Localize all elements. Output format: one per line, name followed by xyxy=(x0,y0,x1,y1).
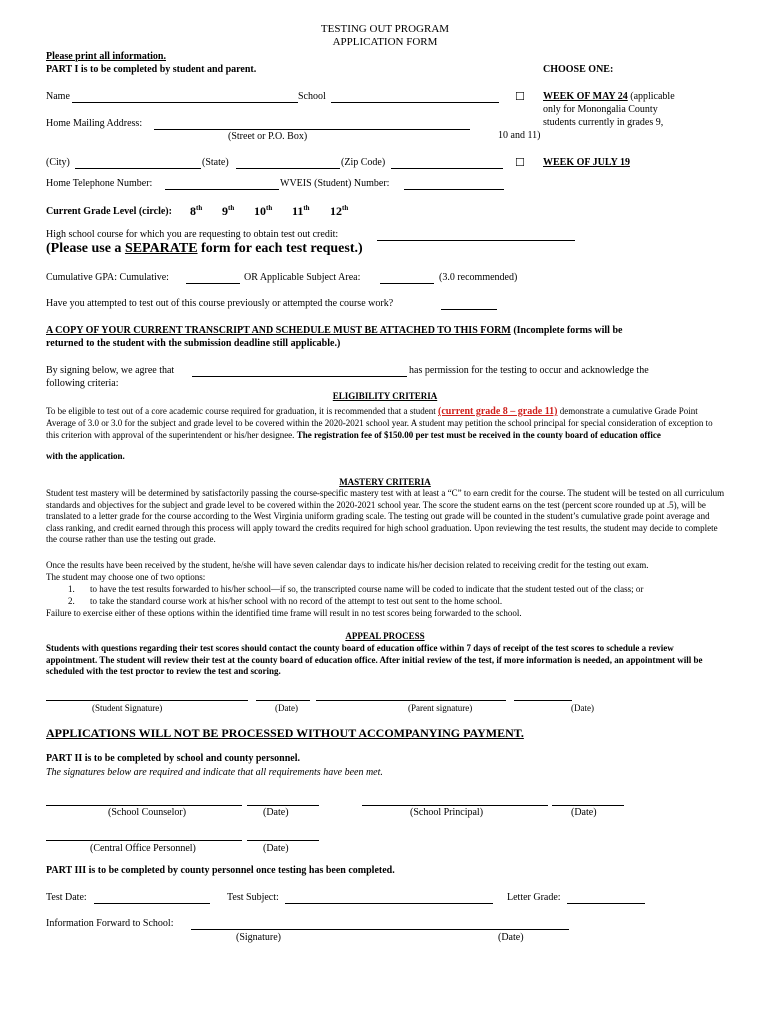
may-option-note: 10 and 11) xyxy=(498,130,541,141)
gpa-subject-label: OR Applicable Subject Area: xyxy=(244,272,361,283)
mastery-option-2-number: 2. xyxy=(68,596,75,606)
forward-date-label: (Date) xyxy=(498,932,524,943)
forward-signature-label: (Signature) xyxy=(236,932,281,943)
phone-field[interactable] xyxy=(165,189,279,190)
letter-grade-label: Letter Grade: xyxy=(507,892,561,903)
parent-signature-field[interactable] xyxy=(316,700,506,701)
counselor-signature-field[interactable] xyxy=(46,805,242,806)
student-date-label: (Date) xyxy=(275,703,298,713)
parent-date-label: (Date) xyxy=(571,703,594,713)
central-office-signature-field[interactable] xyxy=(46,840,242,841)
attempted-field[interactable] xyxy=(441,309,497,310)
principal-label: (School Principal) xyxy=(410,807,484,818)
wveis-label: WVEIS (Student) Number: xyxy=(280,178,390,189)
may-option-note: only for Monongalia County xyxy=(543,104,658,115)
mastery-options-intro: The student may choose one of two options: xyxy=(46,572,206,582)
state-field[interactable] xyxy=(236,168,340,169)
letter-grade-field[interactable] xyxy=(567,903,645,904)
student-date-field[interactable] xyxy=(256,700,310,701)
eligibility-text-end: with the application. xyxy=(46,451,125,461)
mastery-option-1: to have the test results forwarded to his/her school—if so, the transcripted course name will be coded to indicate that the student tested out of the class; or xyxy=(90,584,644,594)
form-subtitle: APPLICATION FORM xyxy=(332,36,438,48)
street-hint: (Street or P.O. Box) xyxy=(228,131,308,142)
signing-statement-line2: following criteria: xyxy=(46,378,119,389)
gpa-cumulative-field[interactable] xyxy=(186,283,240,284)
mastery-option-1-number: 1. xyxy=(68,584,75,594)
zip-label: (Zip Code) xyxy=(341,157,386,168)
mastery-failure-note: Failure to exercise either of these options within the identified time frame will result in no test scores being forwarded to the school. xyxy=(46,608,522,618)
may-option-note: students currently in grades 9, xyxy=(543,117,664,128)
test-date-label: Test Date: xyxy=(46,892,87,903)
grade-option-9[interactable]: 9th xyxy=(222,204,235,218)
transcript-notice-line2: returned to the student with the submission deadline still applicable.) xyxy=(46,338,341,349)
counselor-date-field[interactable] xyxy=(247,805,319,806)
parent-signature-label: (Parent signature) xyxy=(408,703,473,713)
mastery-paragraph: Student test mastery will be determined by satisfactorily passing the course-specific mastery test with at least a “C” to earn credit for the course. The student will be tested on all curriculum standards and objectives for the subject and grade level to be covered within the 2020-2021 school year. The score the student earns on the test (percent score rounded up at .5), will be translated to a letter grade for the course according to the West Virginia uniform grading scale. The testing out grade will be counted in the student’s cumulative grade point average and class ranking, and credit earned through this process will apply toward the credits required for high school graduation. Upon reviewing the test results, the student may decide to complete the course rather than use the testing out grade. xyxy=(46,488,725,545)
central-office-date-label: (Date) xyxy=(263,843,289,854)
part1-intro: PART I is to be completed by student and parent. xyxy=(46,64,257,75)
city-field[interactable] xyxy=(75,168,201,169)
signing-statement: By signing below, we agree that xyxy=(46,365,175,376)
grade-option-11[interactable]: 11th xyxy=(292,204,310,218)
central-office-label: (Central Office Personnel) xyxy=(90,843,196,854)
appeal-text: Students with questions regarding their test scores should contact the county board of education office within 7 days of receipt of the test scores to schedule a review appointment. The student will review their test at the county board of education office. After initial review of the test, if more information is needed, an appointment will be scheduled with the test proctor to review the test and scoring. xyxy=(46,643,703,677)
address-label: Home Mailing Address: xyxy=(46,118,143,129)
course-field[interactable] xyxy=(377,240,575,241)
july-option-label: WEEK OF JULY 19 xyxy=(543,157,630,168)
name-label: Name xyxy=(46,91,70,102)
mastery-heading: MASTERY CRITERIA xyxy=(339,477,431,487)
counselor-label: (School Counselor) xyxy=(108,807,187,818)
gpa-label: Cumulative GPA: Cumulative: xyxy=(46,272,169,283)
principal-date-field[interactable] xyxy=(552,805,624,806)
principal-date-label: (Date) xyxy=(571,807,597,818)
gpa-recommended: (3.0 recommended) xyxy=(439,272,518,283)
form-title: TESTING OUT PROGRAM xyxy=(320,23,450,35)
city-label: (City) xyxy=(46,157,70,168)
choose-one-label: CHOOSE ONE: xyxy=(543,64,614,75)
parent-date-field[interactable] xyxy=(514,700,572,701)
school-field[interactable] xyxy=(331,102,499,103)
student-signature-label: (Student Signature) xyxy=(92,703,163,713)
wveis-field[interactable] xyxy=(404,189,504,190)
print-note: Please print all information. xyxy=(46,51,166,62)
part3-heading: PART III is to be completed by county personnel once testing has been completed. xyxy=(46,865,395,876)
forward-signature-field[interactable] xyxy=(191,929,569,930)
appeal-heading: APPEAL PROCESS xyxy=(345,631,425,641)
grade-option-10[interactable]: 10th xyxy=(254,204,273,218)
eligibility-text: To be eligible to test out of a core academic course required for graduation, it is recommended that a student (current grade 8 – grade 11) demonstrate a cumulative Grade Point Average of 3.0 or 3.0 for the subject and grade level to be covered within the 2020-2021 school year. A student may petition the school principal for special consideration of exception to this criterion with approval of the superintendent or his/her designee. The registration fee of $150.00 per test must be received in the county board of education office xyxy=(46,406,713,440)
test-subject-label: Test Subject: xyxy=(227,892,279,903)
student-signature-field[interactable] xyxy=(46,700,248,701)
state-label: (State) xyxy=(202,157,229,168)
may-option-radio-icon[interactable]: ☐ xyxy=(515,90,525,103)
central-office-date-field[interactable] xyxy=(247,840,319,841)
forward-label: Information Forward to School: xyxy=(46,918,174,929)
transcript-notice: A COPY OF YOUR CURRENT TRANSCRIPT AND SCHEDULE MUST BE ATTACHED TO THIS FORM (Incomplete forms will be xyxy=(46,325,623,336)
payment-notice: APPLICATIONS WILL NOT BE PROCESSED WITHOUT ACCOMPANYING PAYMENT. xyxy=(46,726,524,740)
separate-form-note: (Please use a SEPARATE form for each test request.) xyxy=(46,241,363,256)
eligibility-heading: ELIGIBILITY CRITERIA xyxy=(332,391,438,401)
signing-statement-cont: has permission for the testing to occur and acknowledge the xyxy=(409,365,649,376)
address-field[interactable] xyxy=(154,129,470,130)
phone-label: Home Telephone Number: xyxy=(46,178,153,189)
grade-option-12[interactable]: 12th xyxy=(330,204,349,218)
attempted-label: Have you attempted to test out of this course previously or attempted the course work? xyxy=(46,298,394,309)
july-option-radio-icon[interactable]: ☐ xyxy=(515,156,525,169)
test-date-field[interactable] xyxy=(94,903,210,904)
mastery-option-2: to take the standard course work at his/her school with no record of the attempt to test out sent to the home school. xyxy=(90,596,503,606)
student-name-permission-field[interactable] xyxy=(192,376,407,377)
name-field[interactable] xyxy=(72,102,298,103)
mastery-results-note: Once the results have been received by the student, he/she will have seven calendar days to indicate his/her decision related to receiving credit for the testing out exam. xyxy=(46,560,649,570)
part2-heading: PART II is to be completed by school and county personnel. xyxy=(46,753,301,764)
may-option-label: WEEK OF MAY 24 (applicable xyxy=(543,91,675,102)
course-label: High school course for which you are requesting to obtain test out credit: xyxy=(46,229,339,240)
test-subject-field[interactable] xyxy=(285,903,493,904)
part2-note: The signatures below are required and indicate that all requirements have been met. xyxy=(46,767,383,778)
grade-level-label: Current Grade Level (circle): xyxy=(46,206,172,217)
grade-option-8[interactable]: 8th xyxy=(190,204,203,218)
principal-signature-field[interactable] xyxy=(362,805,548,806)
gpa-subject-field[interactable] xyxy=(380,283,434,284)
counselor-date-label: (Date) xyxy=(263,807,289,818)
school-label: School xyxy=(298,91,326,102)
zip-field[interactable] xyxy=(391,168,503,169)
